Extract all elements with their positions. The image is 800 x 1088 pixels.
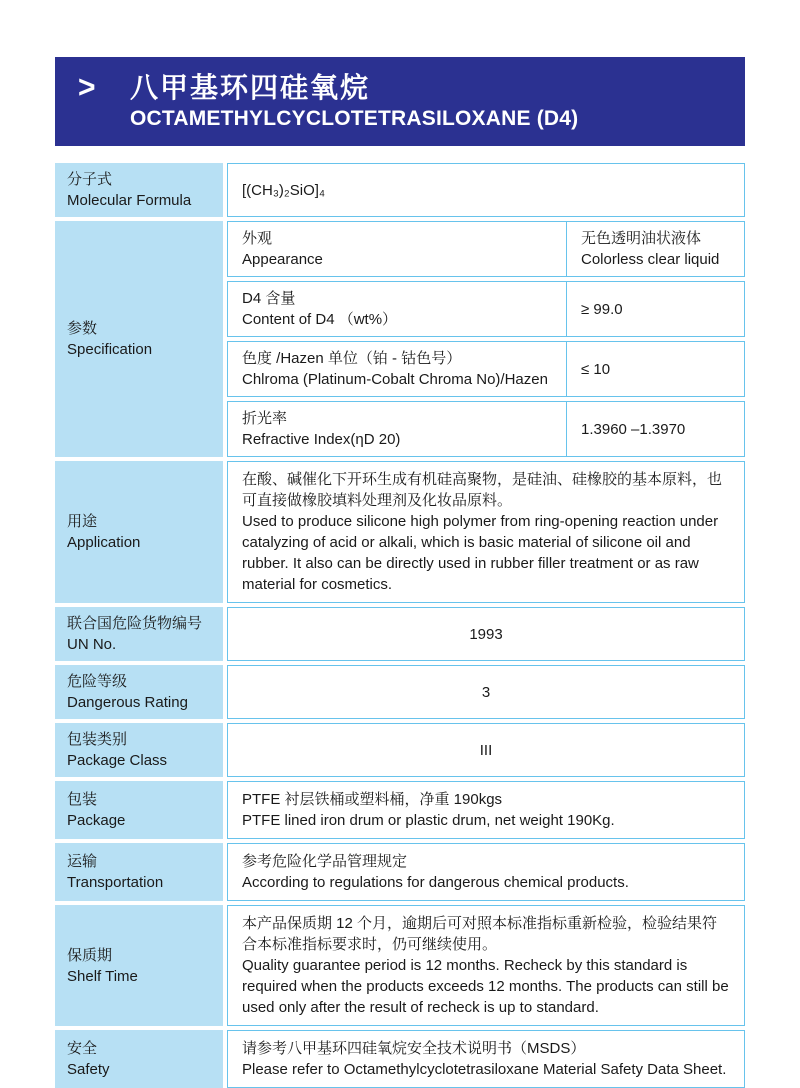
label-zh: 分子式 [67,171,113,188]
spec-name-d4-content [228,282,566,336]
cell-molecular-formula [227,163,745,217]
header-banner [55,57,745,146]
label-zh: 联合国危险货物编号 [67,615,203,632]
row-specification [55,221,745,457]
label-dangerous-rating [55,665,223,719]
row-transportation [55,843,745,901]
spec-name-zh: 折光率 [242,410,288,427]
spec-value-d4-content [566,282,744,336]
label-en: Shelf Time [67,967,138,985]
un-no-value: 1993 [469,625,503,643]
cell-application [227,461,745,603]
label-zh: 运输 [67,853,98,870]
row-application [55,461,745,603]
label-en: Safety [67,1061,110,1078]
spec-row-appearance [227,221,745,277]
label-package-class [55,723,223,777]
molecular-formula-value: [(CH₃)₂SiO]₄ [242,181,326,199]
spec-name-chroma [228,342,566,396]
transportation-zh: 参考危险化学品管理规定 [242,853,408,870]
spec-name-en: Chlroma (Platinum-Cobalt Chroma No)/Hazen [242,371,548,388]
cell-dangerous-rating [227,665,745,719]
package-en: PTFE lined iron drum or plastic drum, net weight 190Kg. [242,812,615,829]
spec-table [55,163,745,1088]
label-package [55,781,223,839]
label-zh: 包装 [67,791,98,808]
spec-name-zh: 外观 [242,230,273,247]
label-en: Transportation [67,874,164,891]
label-en: Dangerous Rating [67,694,188,711]
label-en: Package Class [67,752,168,769]
label-un-no [55,607,223,661]
spec-value-appearance [566,222,744,276]
label-en: Molecular Formula [67,192,192,209]
transportation-en: According to regulations for dangerous chemical products. [242,874,629,891]
row-un-no [55,607,745,661]
spec-name-en: Appearance [242,251,323,268]
label-safety [55,1030,223,1088]
label-zh: 危险等级 [67,673,128,690]
shelf-time-en: Quality guarantee period is 12 months. Recheck by this standard is required when the products exceeds 12 months. The products can still be used only after the result of recheck is up to standard. [242,957,729,1016]
cell-shelf-time [227,905,745,1026]
label-en: UN No. [67,636,117,653]
spec-row-d4-content [227,281,745,337]
row-molecular-formula [55,163,745,217]
spec-row-refractive-index [227,401,745,457]
cell-transportation [227,843,745,901]
spec-row-chroma [227,341,745,397]
cell-package-class [227,723,745,777]
dangerous-rating-value: 3 [481,683,491,701]
label-transportation [55,843,223,901]
label-zh: 参数 [67,320,98,337]
row-shelf-time [55,905,745,1026]
spec-name-en: Content of D4 （wt%） [242,311,398,328]
package-zh: PTFE 衬层铁桶或塑料桶，净重 190kgs [242,791,503,808]
spec-value-en: Colorless clear liquid [581,251,720,268]
chevron-icon: > [78,70,96,105]
spec-name-zh: D4 含量 [242,290,296,307]
spec-name-zh: 色度 /Hazen 单位（铂 - 钴色号） [242,350,462,367]
application-zh: 在酸、碱催化下开环生成有机硅高聚物，是硅油、硅橡胶的基本原料，也可直接做橡胶填料处理剂及化妆品原料。 [242,471,723,509]
label-shelf-time [55,905,223,1026]
label-zh: 包装类别 [67,731,128,748]
label-en: Package [67,812,126,829]
safety-zh: 请参考八甲基环四硅氧烷安全技术说明书（MSDS） [242,1040,586,1057]
spec-name-appearance [228,222,566,276]
safety-en: Please refer to Octamethylcyclotetrasiloxane Material Safety Data Sheet. [242,1061,727,1078]
product-title-zh: 八甲基环四硅氧烷 [130,71,371,103]
spec-value-text: 1.3960 –1.3970 [581,420,686,438]
banner-title-row [78,72,745,104]
spec-value-chroma [566,342,744,396]
spec-value-text: ≥ 99.0 [581,300,623,318]
label-zh: 保质期 [67,946,113,964]
label-en: Application [67,534,141,551]
label-zh: 安全 [67,1040,98,1057]
label-molecular-formula [55,163,223,217]
spec-value-refractive-index [566,402,744,456]
shelf-time-zh: 本产品保质期 12 个月，逾期后可对照本标准指标重新检验，检验结果符合本标准指标要求时，仍可继续使用。 [242,915,718,953]
spec-name-refractive-index [228,402,566,456]
cell-un-no [227,607,745,661]
row-package [55,781,745,839]
product-title-en: OCTAMETHYLCYCLOTETRASILOXANE (D4) [130,107,579,131]
row-dangerous-rating [55,665,745,719]
label-specification [55,221,223,457]
package-class-value: III [479,741,493,759]
label-application [55,461,223,603]
row-safety [55,1030,745,1088]
spec-name-en: Refractive Index(ηD 20) [242,431,401,448]
spec-value-zh: 无色透明油状液体 [581,230,702,247]
label-en: Specification [67,341,153,358]
application-en: Used to produce silicone high polymer from ring-opening reaction under catalyzing of acid or alkali, which is basic material of silicone oil and rubber. It also can be directly used in rubber filler treatment or as raw material for cosmetics. [242,513,719,593]
cell-package [227,781,745,839]
label-zh: 用途 [67,513,98,530]
spec-value-text: ≤ 10 [581,360,611,378]
row-package-class [55,723,745,777]
specification-group [227,221,745,457]
cell-safety [227,1030,745,1088]
